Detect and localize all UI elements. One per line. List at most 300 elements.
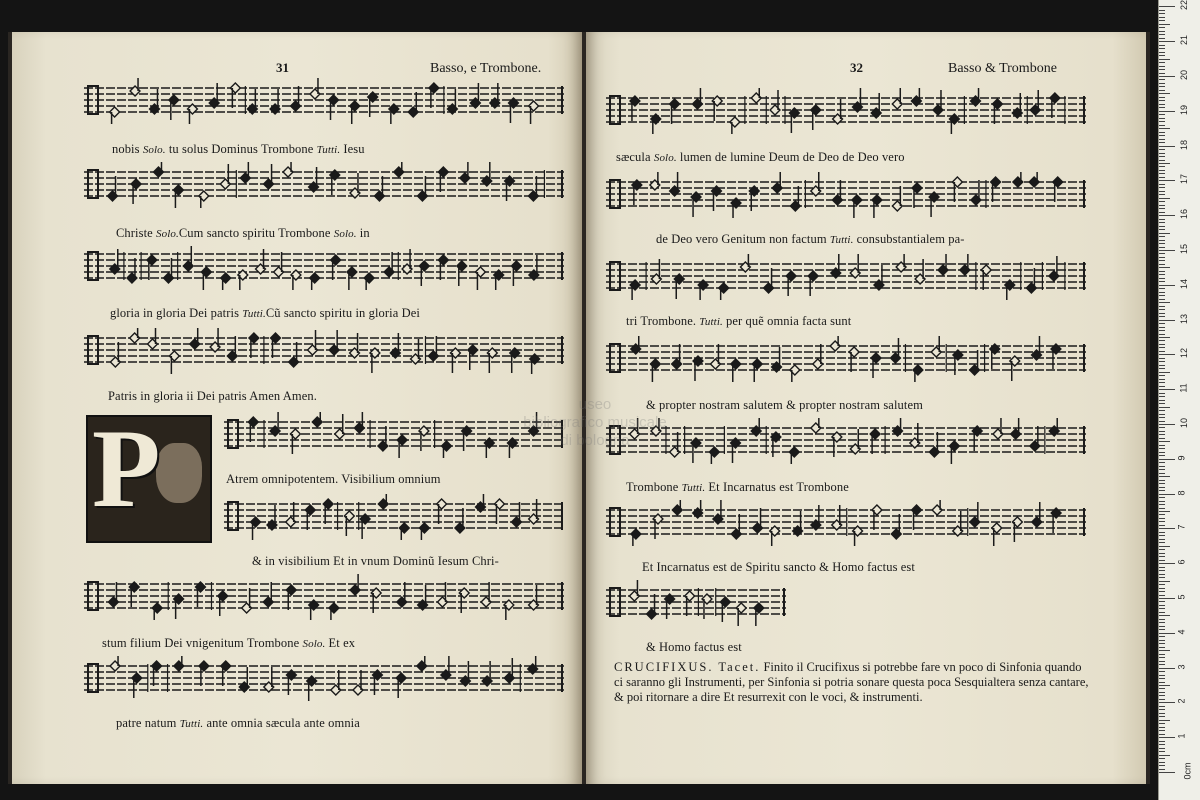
music-note <box>789 447 799 464</box>
ruler-tick <box>1159 389 1175 390</box>
music-note <box>831 254 841 278</box>
ruler-tick <box>1159 170 1165 171</box>
music-note <box>331 670 341 695</box>
lyric-line: Et Incarnatus est de Spiritu sancto & Homo factus est <box>642 560 915 574</box>
ruler-tick <box>1159 31 1165 32</box>
ruler-tick <box>1159 393 1165 394</box>
music-note <box>419 261 429 286</box>
ruler-tick <box>1159 347 1165 348</box>
music-note <box>790 365 800 382</box>
music-note <box>331 255 341 280</box>
ruler-tick <box>1159 128 1170 129</box>
lyric-line: Patris in gloria ii Dei patris Amen Amen. <box>108 389 317 403</box>
ruler-tick <box>1159 34 1165 35</box>
music-note <box>335 414 345 439</box>
music-note <box>730 96 745 134</box>
ruler-tick <box>1159 473 1165 474</box>
music-note <box>833 99 843 124</box>
ruler-number: 18 <box>1179 139 1190 150</box>
ruler-tick <box>1159 90 1165 91</box>
music-note <box>242 588 252 613</box>
music-note <box>960 254 976 290</box>
music-note <box>307 676 317 701</box>
ruler-number: 6 <box>1176 559 1187 565</box>
music-note <box>896 254 906 272</box>
ruler-tick <box>1159 361 1165 362</box>
music-note <box>808 271 818 296</box>
ruler-tick <box>1159 233 1170 234</box>
ruler-tick <box>1159 549 1165 550</box>
music-note <box>309 167 319 192</box>
music-staff <box>606 254 1086 300</box>
music-note <box>712 96 722 121</box>
ruler-number: 1 <box>1176 733 1187 739</box>
ruler-tick <box>1159 149 1165 150</box>
music-note <box>482 661 492 686</box>
music-note <box>270 412 280 436</box>
music-note <box>786 271 796 296</box>
ruler-tick <box>1159 514 1165 515</box>
ruler-tick <box>1159 692 1165 693</box>
music-note <box>221 661 231 686</box>
ruler-tick <box>1159 483 1165 484</box>
ruler-tick <box>1159 38 1165 39</box>
ruler-tick <box>1159 619 1165 620</box>
music-note <box>350 173 360 198</box>
ruler-tick <box>1159 504 1165 505</box>
music-note <box>772 347 782 372</box>
music-note <box>709 426 724 464</box>
ruler-tick <box>1159 375 1165 376</box>
music-staff <box>606 88 1086 134</box>
music-staff <box>84 328 564 374</box>
music-note <box>971 88 981 106</box>
ruler-tick <box>1159 601 1165 602</box>
music-note <box>220 164 236 198</box>
music-note <box>891 514 901 539</box>
ruler-tick <box>1159 10 1165 11</box>
ruler-tick <box>1159 344 1165 345</box>
ruler-tick <box>1159 135 1165 136</box>
ruler-tick <box>1159 274 1165 275</box>
music-note <box>482 162 492 186</box>
ruler-tick <box>1159 501 1165 502</box>
ruler-number: 5 <box>1176 594 1187 600</box>
ruler-tick <box>1159 267 1170 268</box>
music-note <box>397 582 407 607</box>
music-note <box>990 344 1000 369</box>
ruler-number: 10 <box>1179 417 1190 429</box>
music-note <box>529 499 539 524</box>
music-note <box>764 268 774 293</box>
music-note <box>511 261 521 286</box>
lyric-line: patre natum Tutti. ante omnia sæcula ante omnia <box>116 716 360 730</box>
music-note <box>670 99 680 124</box>
music-note <box>199 191 209 208</box>
music-note <box>698 280 708 300</box>
rubric-lead: CRUCIFIXUS. Tacet. <box>614 660 761 674</box>
ruler-tick <box>1159 427 1165 428</box>
music-note <box>949 96 964 134</box>
music-note <box>442 441 452 458</box>
ruler-tick <box>1159 556 1165 557</box>
music-note <box>793 511 803 536</box>
ruler-tick <box>1159 166 1165 167</box>
ruler-tick <box>1159 459 1175 460</box>
music-note <box>693 500 703 518</box>
ruler-tick <box>1159 654 1165 655</box>
ruler-tick <box>1159 661 1165 662</box>
ruler-tick <box>1159 295 1165 296</box>
ruler-tick <box>1159 612 1165 613</box>
ruler-tick <box>1159 243 1165 244</box>
ruler-tick <box>1159 741 1165 742</box>
ruler-tick <box>1159 24 1170 25</box>
music-note <box>390 333 400 358</box>
ruler-tick <box>1159 180 1175 181</box>
ruler-tick <box>1159 250 1175 251</box>
ruler-tick <box>1159 358 1165 359</box>
music-note <box>991 177 1001 202</box>
ruler-tick <box>1159 13 1165 14</box>
music-note <box>329 603 339 620</box>
music-note <box>110 342 120 367</box>
ruler-tick <box>1159 97 1165 98</box>
music-note <box>893 418 903 436</box>
music-staff <box>606 580 786 626</box>
ruler-tick <box>1159 448 1165 449</box>
ruler-tick <box>1159 173 1165 174</box>
music-note <box>850 429 860 454</box>
music-note <box>329 95 339 120</box>
music-note <box>672 344 682 369</box>
music-note <box>209 83 219 108</box>
music-note <box>832 180 842 205</box>
ruler-tick <box>1159 643 1165 644</box>
music-note <box>770 90 785 124</box>
ruler-tick <box>1159 462 1165 463</box>
ruler-tick <box>1159 762 1165 763</box>
ruler-tick <box>1159 588 1165 589</box>
music-note <box>813 344 823 369</box>
music-note <box>712 186 722 211</box>
music-note <box>271 333 281 358</box>
music-note <box>130 78 140 96</box>
music-note <box>270 89 280 114</box>
ruler-tick <box>1159 567 1165 568</box>
music-note <box>417 176 427 201</box>
ruler-tick <box>1159 100 1165 101</box>
music-note <box>632 180 642 205</box>
ruler-tick <box>1159 316 1165 317</box>
ruler-tick <box>1159 278 1165 279</box>
music-note <box>651 259 661 284</box>
music-note <box>402 249 412 274</box>
ruler-tick <box>1159 682 1165 683</box>
music-note <box>849 347 859 372</box>
music-note <box>389 104 399 124</box>
ruler-tick <box>1159 508 1165 509</box>
ruler-tick <box>1159 511 1170 512</box>
music-note <box>530 354 540 374</box>
music-note <box>354 412 370 448</box>
lyric-line: sæcula Solo. lumen de lumine Deum de Deo de Deo vero <box>616 150 905 164</box>
music-staff <box>606 500 1086 546</box>
music-note <box>1030 90 1040 115</box>
music-note <box>396 673 406 698</box>
ruler-number: 9 <box>1176 455 1187 461</box>
ruler-tick <box>1159 702 1175 703</box>
music-note <box>853 526 863 546</box>
ruler-tick <box>1159 379 1165 380</box>
music-note <box>199 661 209 686</box>
music-note <box>528 656 538 674</box>
music-note <box>751 418 766 454</box>
music-note <box>291 270 301 290</box>
ruler-tick <box>1159 605 1165 606</box>
music-note <box>437 499 447 524</box>
music-note <box>289 342 299 367</box>
ruler-tick <box>1159 574 1165 575</box>
ruler-tick <box>1159 584 1165 585</box>
music-note <box>670 172 680 196</box>
music-note <box>310 273 320 290</box>
music-note <box>174 656 184 671</box>
ruler-tick <box>1159 706 1165 707</box>
ruler-tick <box>1159 79 1165 80</box>
lyric-line: Trombone Tutti. Et Incarnatus est Trombone <box>626 480 849 494</box>
music-note <box>291 86 301 111</box>
ruler-number: 13 <box>1179 313 1190 324</box>
music-note <box>510 348 520 373</box>
ruler-tick <box>1159 240 1165 241</box>
ruler-tick <box>1159 288 1165 289</box>
ruler-tick <box>1159 351 1165 352</box>
music-note <box>811 505 821 530</box>
music-note <box>771 432 781 457</box>
music-note <box>651 114 661 134</box>
music-note <box>188 104 198 124</box>
music-note <box>227 336 237 361</box>
ruler-tick <box>1159 553 1165 554</box>
ruler-tick <box>1159 337 1170 338</box>
music-note <box>487 348 497 373</box>
watermark-line: useo <box>578 396 612 413</box>
ruler-tick <box>1159 577 1165 578</box>
music-note <box>148 328 158 349</box>
ruler-tick <box>1159 368 1165 369</box>
ruler-tick <box>1159 205 1165 206</box>
music-note <box>154 162 164 177</box>
music-note <box>913 365 923 382</box>
ruler-tick <box>1159 132 1165 133</box>
music-note <box>952 177 962 202</box>
music-note <box>131 179 141 204</box>
ruler-tick <box>1159 438 1165 439</box>
music-note <box>309 600 319 620</box>
music-note <box>1032 502 1042 527</box>
music-note <box>674 274 684 299</box>
music-note <box>470 83 480 108</box>
music-staff <box>606 336 1086 382</box>
music-note <box>238 270 248 290</box>
music-note <box>108 582 118 607</box>
ruler-tick <box>1159 414 1165 415</box>
ruler-tick <box>1159 668 1175 669</box>
ruler-tick <box>1159 636 1165 637</box>
music-note <box>353 670 363 695</box>
music-note <box>1005 262 1021 300</box>
ruler-number: 2 <box>1176 698 1187 704</box>
ruler-tick <box>1159 299 1165 300</box>
music-note <box>1032 336 1042 360</box>
music-note <box>1053 177 1063 202</box>
music-note <box>129 582 139 607</box>
ruler-tick <box>1159 226 1165 227</box>
music-note <box>911 88 921 106</box>
music-note <box>892 186 902 211</box>
ruler-number: 15 <box>1179 243 1190 255</box>
ruler-tick <box>1159 650 1170 651</box>
ruler-tick <box>1159 723 1165 724</box>
music-note <box>713 500 723 524</box>
music-note <box>428 336 438 361</box>
ruler-tick <box>1159 629 1165 630</box>
ruler-tick <box>1159 208 1165 209</box>
ruler-tick <box>1159 27 1165 28</box>
ruler-tick <box>1159 76 1175 77</box>
music-note <box>239 667 249 692</box>
left-page <box>12 32 582 784</box>
music-note <box>283 162 293 177</box>
page-number: 31 <box>276 60 289 75</box>
rubric-body: Finito il Crucifixus si potrebbe fare vn poco di Sinfonia quando ci saranno gli Instrumenti, per Sinfonia si potria sonare questa poca Sesquialtera senza cantare, & poi ritornare a dire Et resurrexit con le voci, & instrumenti. <box>614 660 1089 704</box>
page-header: Basso & Trombone <box>948 61 1057 76</box>
decorated-initial-p <box>86 407 212 543</box>
music-note <box>731 514 741 539</box>
music-note <box>731 198 741 218</box>
music-note <box>130 328 140 343</box>
ruler-tick <box>1159 765 1165 766</box>
music-note <box>417 656 427 671</box>
music-note <box>110 107 120 124</box>
music-note <box>932 500 942 515</box>
ruler-tick <box>1159 521 1165 522</box>
music-staff <box>84 574 564 620</box>
ruler-tick <box>1159 382 1165 383</box>
ruler-tick <box>1159 407 1170 408</box>
measurement-ruler <box>1158 0 1200 800</box>
music-note <box>1051 344 1061 369</box>
music-note <box>371 588 381 613</box>
music-note <box>753 508 763 533</box>
ruler-tick <box>1159 730 1165 731</box>
ruler-tick <box>1159 615 1170 616</box>
ruler-tick <box>1159 755 1170 756</box>
music-note <box>308 330 318 355</box>
ruler-tick <box>1159 709 1165 710</box>
lyric-line: Atrem omnipotentem. Visibilium omnium <box>226 472 441 486</box>
music-staff <box>84 162 564 208</box>
music-note <box>263 582 273 607</box>
music-note <box>418 585 428 610</box>
music-note <box>915 259 925 284</box>
lyric-line: tri Trombone. Tutti. per quẽ omnia facta sunt <box>626 314 852 328</box>
ruler-tick <box>1159 455 1165 456</box>
music-note <box>476 494 486 512</box>
music-note <box>811 172 821 196</box>
music-note <box>871 353 881 378</box>
ruler-number: 22 <box>1179 0 1190 11</box>
ruler-tick <box>1159 744 1165 745</box>
ruler-tick <box>1159 685 1170 686</box>
ruler-tick <box>1159 769 1165 770</box>
music-note <box>256 249 266 274</box>
ruler-tick <box>1159 55 1165 56</box>
ruler-tick <box>1159 647 1165 648</box>
music-note <box>286 585 296 610</box>
ruler-tick <box>1159 403 1165 404</box>
ruler-tick <box>1159 219 1165 220</box>
music-note <box>490 83 500 108</box>
music-note <box>852 88 862 112</box>
music-note <box>505 176 515 201</box>
music-note <box>495 499 505 524</box>
library-watermark <box>500 396 690 450</box>
music-note <box>447 89 457 114</box>
music-note <box>312 412 322 427</box>
music-note <box>719 283 729 300</box>
music-note <box>147 255 157 280</box>
music-note <box>630 96 640 121</box>
ruler-tick <box>1159 608 1165 609</box>
ruler-tick <box>1159 671 1165 672</box>
music-note <box>1011 418 1021 439</box>
music-staff <box>84 244 564 290</box>
ruler-tick <box>1159 720 1170 721</box>
ruler-number: 19 <box>1179 104 1190 115</box>
ruler-number: 8 <box>1176 490 1187 496</box>
ruler-tick <box>1159 469 1165 470</box>
ruler-tick <box>1159 184 1165 185</box>
music-note <box>344 502 358 536</box>
music-note <box>264 164 274 189</box>
music-note <box>375 176 385 201</box>
ruler-tick <box>1159 452 1165 453</box>
ruler-tick <box>1159 93 1170 94</box>
ruler-tick <box>1159 139 1165 140</box>
music-note <box>504 658 520 692</box>
ruler-number: 16 <box>1179 209 1190 220</box>
ruler-tick <box>1159 320 1175 321</box>
music-note <box>509 98 519 123</box>
music-note <box>360 514 370 539</box>
music-note <box>751 88 766 124</box>
music-note <box>929 192 939 217</box>
music-note <box>830 336 840 351</box>
ruler-tick <box>1159 187 1165 188</box>
ruler-tick <box>1159 772 1175 773</box>
music-note <box>221 273 231 290</box>
ruler-tick <box>1159 156 1165 157</box>
music-note <box>174 594 184 619</box>
music-note <box>512 502 522 527</box>
ruler-tick <box>1159 535 1165 536</box>
music-note <box>749 186 759 211</box>
ruler-tick <box>1159 487 1165 488</box>
ruler-tick <box>1159 396 1165 397</box>
ruler-tick <box>1159 45 1165 46</box>
